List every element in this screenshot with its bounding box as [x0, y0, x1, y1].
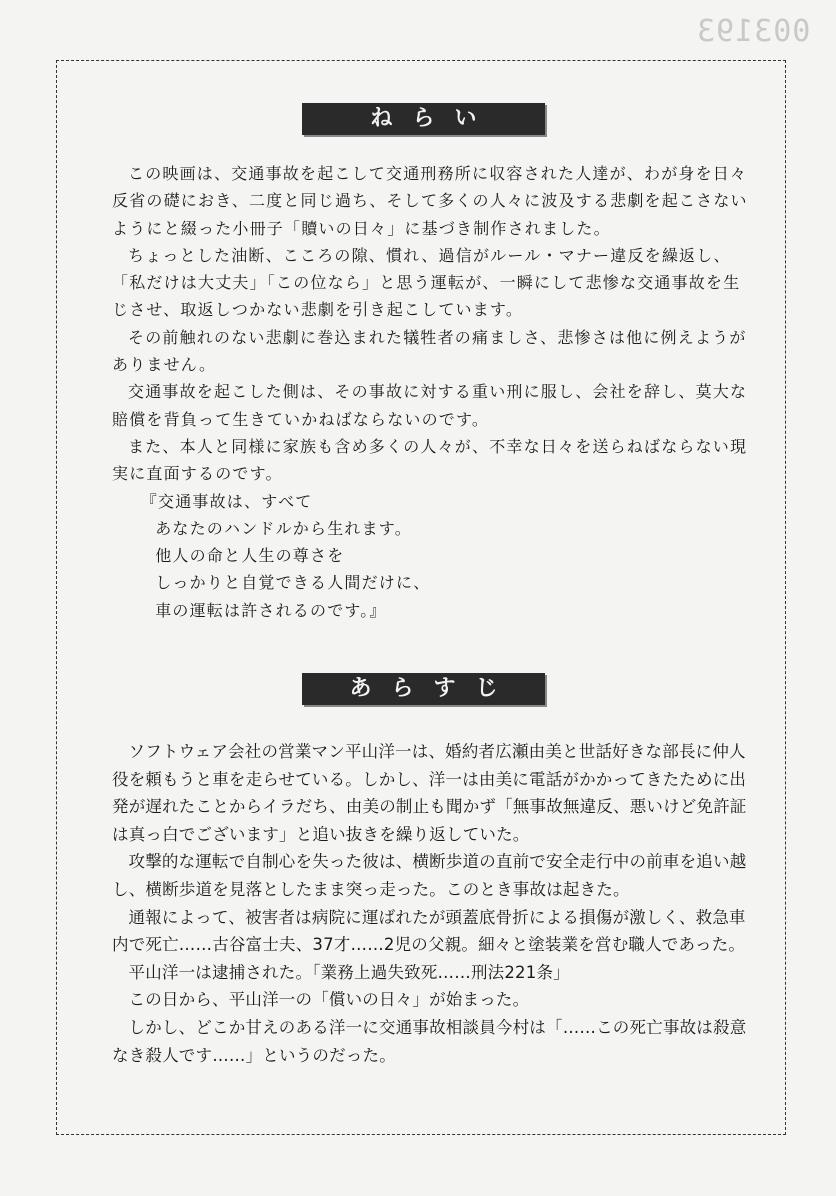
aims-body — [112, 160, 752, 624]
aims-paragraph: この映画は、交通事故を起こして交通刑務所に収容された人達が、わが身を日々反省の礎におき、二度と同じ過ち、そして多くの人々に波及する悲劇を起こさないようにと綴った小冊子「贖いの日々」に基づき制作されました。 — [112, 164, 748, 238]
aims-paragraph: また、本人と同様に家族も含め多くの人々が、不幸な日々を送らねばならない現実に直面するのです。 — [112, 436, 748, 484]
synopsis-paragraph: 通報によって、被害者は病院に運ばれたが頭蓋底骨折による損傷が激しく、救急車内で死亡……古谷富士夫、37才……2児の父親。細々と塗装業を営む職人であった。 — [112, 907, 746, 955]
document-number-stamp: 003193 — [695, 14, 810, 49]
aims-paragraph: ちょっとした油断、こころの隙、慣れ、過信がルール・マナー違反を繰返し、「私だけは大丈夫」「この位なら」と思う運転が、一瞬にして悲惨な交通事故を生じさせ、取返しつかない悲劇を引き起こしています。 — [112, 245, 741, 320]
section-title-synopsis: あらすじ — [302, 673, 545, 705]
quote-line: 『交通事故は、すべて — [140, 491, 313, 511]
synopsis-paragraph: しかし、どこか甘えのある洋一に交通事故相談員今村は「……この死亡事故は殺意なき殺人です……」というのだった。 — [112, 1017, 747, 1065]
slogan-quote — [112, 488, 752, 624]
quote-line: しっかりと自覚できる人間だけに、 — [155, 573, 431, 593]
synopsis-body — [112, 738, 752, 1069]
synopsis-paragraph: 平山洋一は逮捕された。「業務上過失致死……刑法221条」 — [128, 962, 570, 982]
section-title-aims: ねらい — [302, 103, 545, 135]
aims-paragraph: その前触れのない悲劇に巻込まれた犠牲者の痛ましさ、悲惨さは他に例えようがありません。 — [112, 327, 747, 375]
synopsis-paragraph: この日から、平山洋一の「償いの日々」が始まった。 — [128, 990, 530, 1010]
aims-paragraph: 交通事故を起こした側は、その事故に対する重い刑に服し、会社を辞し、莫大な賠償を背負って生きていかねばならないのです。 — [112, 382, 748, 429]
synopsis-paragraph: 攻撃的な運転で自制心を失った彼は、横断歩道の直前で安全走行中の前車を追い越し、横断歩道を見落としたまま突っ走った。このとき事故は起きた。 — [112, 852, 747, 899]
quote-line: 車の運転は許されるのです。』 — [155, 600, 387, 620]
quote-line: あなたのハンドルから生れます。 — [155, 518, 412, 538]
quote-line: 他人の命と人生の尊さを — [155, 546, 345, 566]
synopsis-paragraph: ソフトウェア会社の営業マン平山洋一は、婚約者広瀬由美と世話好きな部長に仲人役を頼もうと車を走らせている。しかし、洋一は由美に電話がかかってきたために出発が遅れたことからイラだち、由美の制止も聞かず「無事故無違反、悪いけど免許証は真っ白でございます」と追い抜きを繰り返していた。 — [112, 742, 747, 844]
